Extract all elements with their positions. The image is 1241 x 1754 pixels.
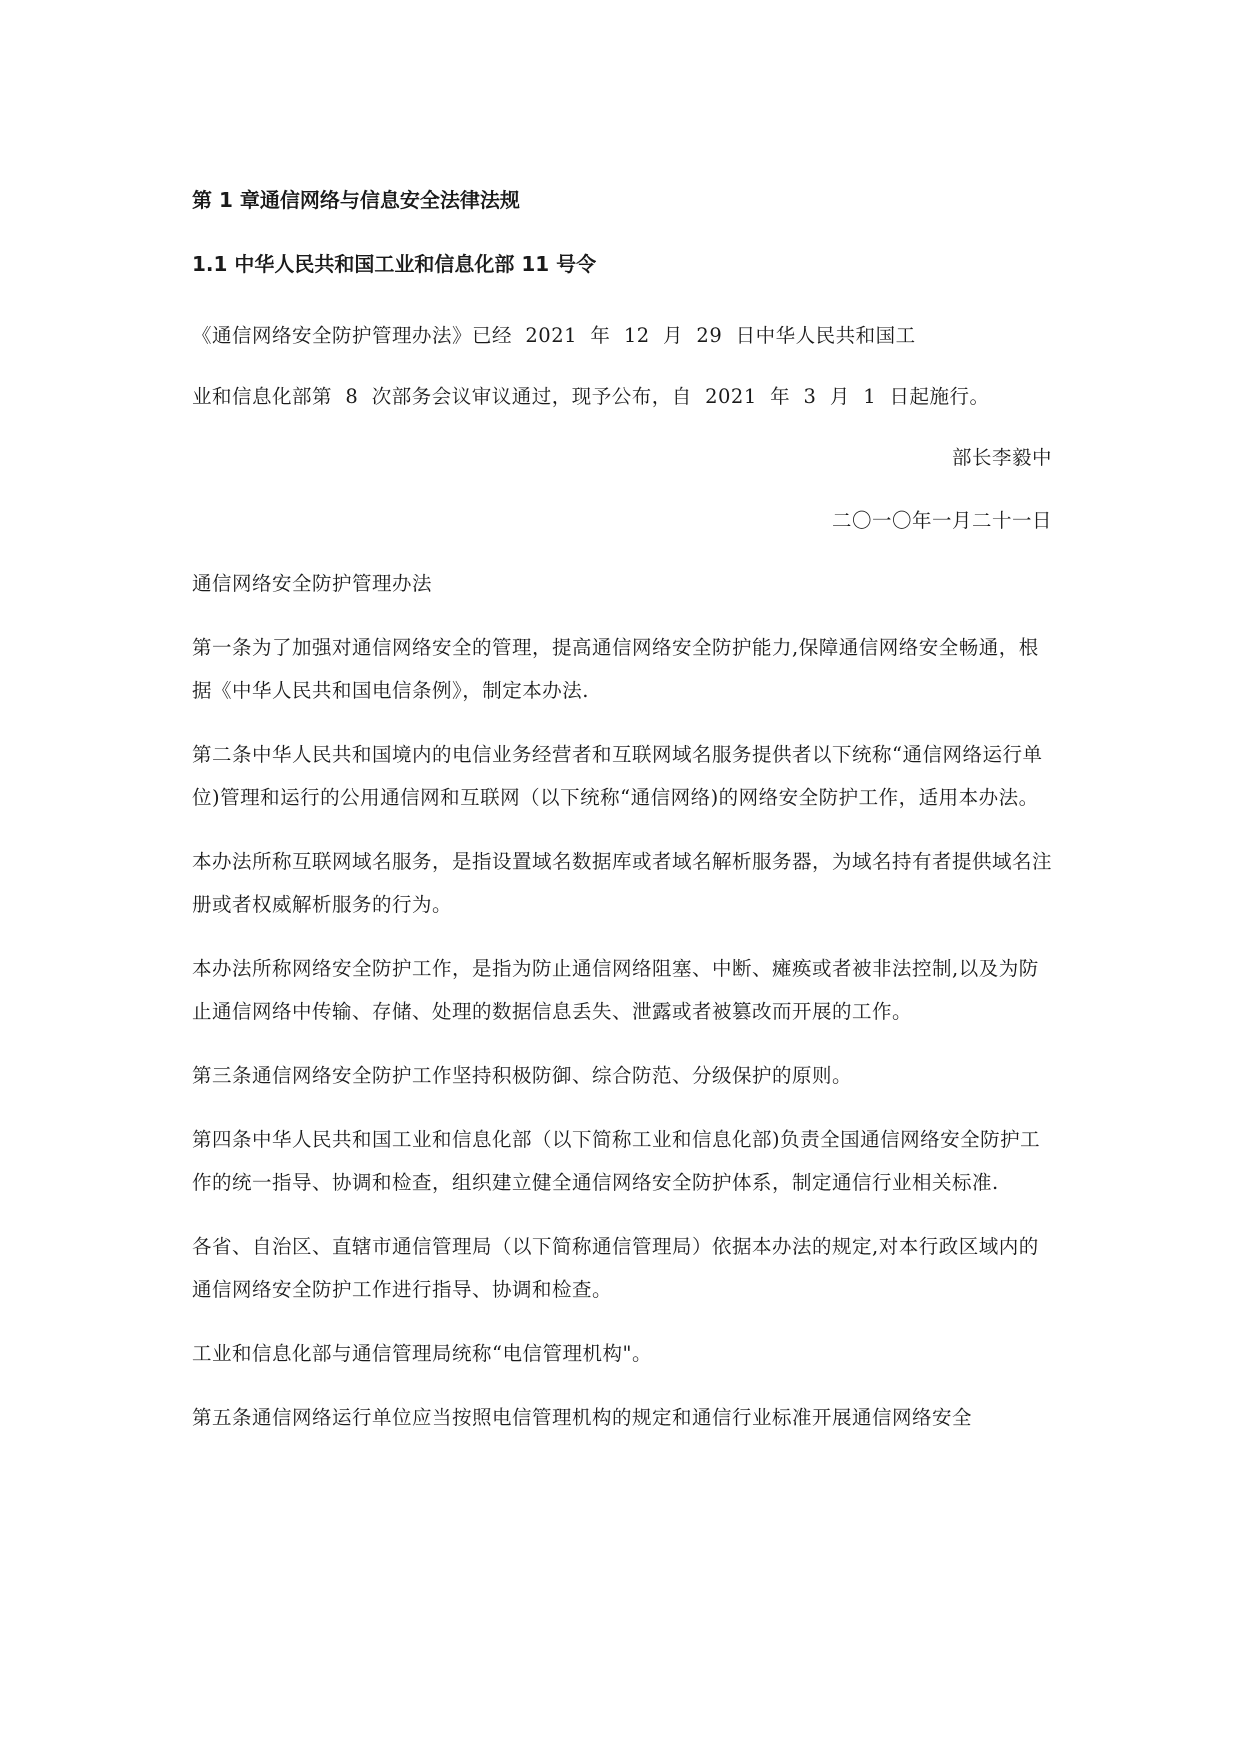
- article-3: 第三条通信网络安全防护工作坚持积极防御、综合防范、分级保护的原则。: [192, 1064, 853, 1087]
- article-4-collective-name: 工业和信息化部与通信管理局统称“电信管理机构"。: [192, 1342, 652, 1365]
- intro-paragraph-line2: 业和信息化部第 8 次部务会议审议通过，现予公布，自 2021 年 3 月 1 日起施行。: [192, 385, 990, 408]
- article-5: 第五条通信网络运行单位应当按照电信管理机构的规定和通信行业标准开展通信网络安全: [192, 1406, 973, 1429]
- article-2-protection-work: 本办法所称网络安全防护工作，是指为防止通信网络阻塞、中断、瘫痪或者被非法控制,以及为防止通信网络中传输、存储、处理的数据信息丢失、泄露或者被篡改而开展的工作。: [192, 957, 1039, 1023]
- decree-date: 二〇一〇年一月二十一日: [831, 509, 1052, 532]
- article-1: 第一条为了加强对通信网络安全的管理，提高通信网络安全防护能力,保障通信网络安全畅通，根据《中华人民共和国电信条例》，制定本办法.: [192, 636, 1039, 702]
- article-2: 第二条中华人民共和国境内的电信业务经营者和互联网域名服务提供者以下统称“通信网络运行单位)管理和运行的公用通信网和互联网（以下统称“通信网络)的网络安全防护工作，适用本办法。: [192, 743, 1043, 809]
- article-2-domain-service: 本办法所称互联网域名服务，是指设置域名数据库或者域名解析服务器，为域名持有者提供域名注册或者权威解析服务的行为。: [192, 850, 1053, 916]
- document-body: [192, 186, 1052, 1460]
- chapter-title: 第 1 章通信网络与信息安全法律法规: [192, 188, 520, 212]
- regulation-title: 通信网络安全防护管理办法: [192, 572, 433, 595]
- article-4: 第四条中华人民共和国工业和信息化部（以下简称工业和信息化部)负责全国通信网络安全防护工作的统一指导、协调和检查，组织建立健全通信网络安全防护体系，制定通信行业相关标准.: [192, 1128, 1041, 1194]
- article-4-provincial: 各省、自治区、直辖市通信管理局（以下简称通信管理局）依据本办法的规定,对本行政区域内的通信网络安全防护工作进行指导、协调和检查。: [192, 1235, 1039, 1301]
- section-title: 1.1 中华人民共和国工业和信息化部 11 号令: [192, 252, 597, 276]
- intro-paragraph-line1: 《通信网络安全防护管理办法》已经 2021 年 12 月 29 日中华人民共和国工: [192, 324, 916, 347]
- minister-signature: 部长李毅中: [951, 446, 1052, 469]
